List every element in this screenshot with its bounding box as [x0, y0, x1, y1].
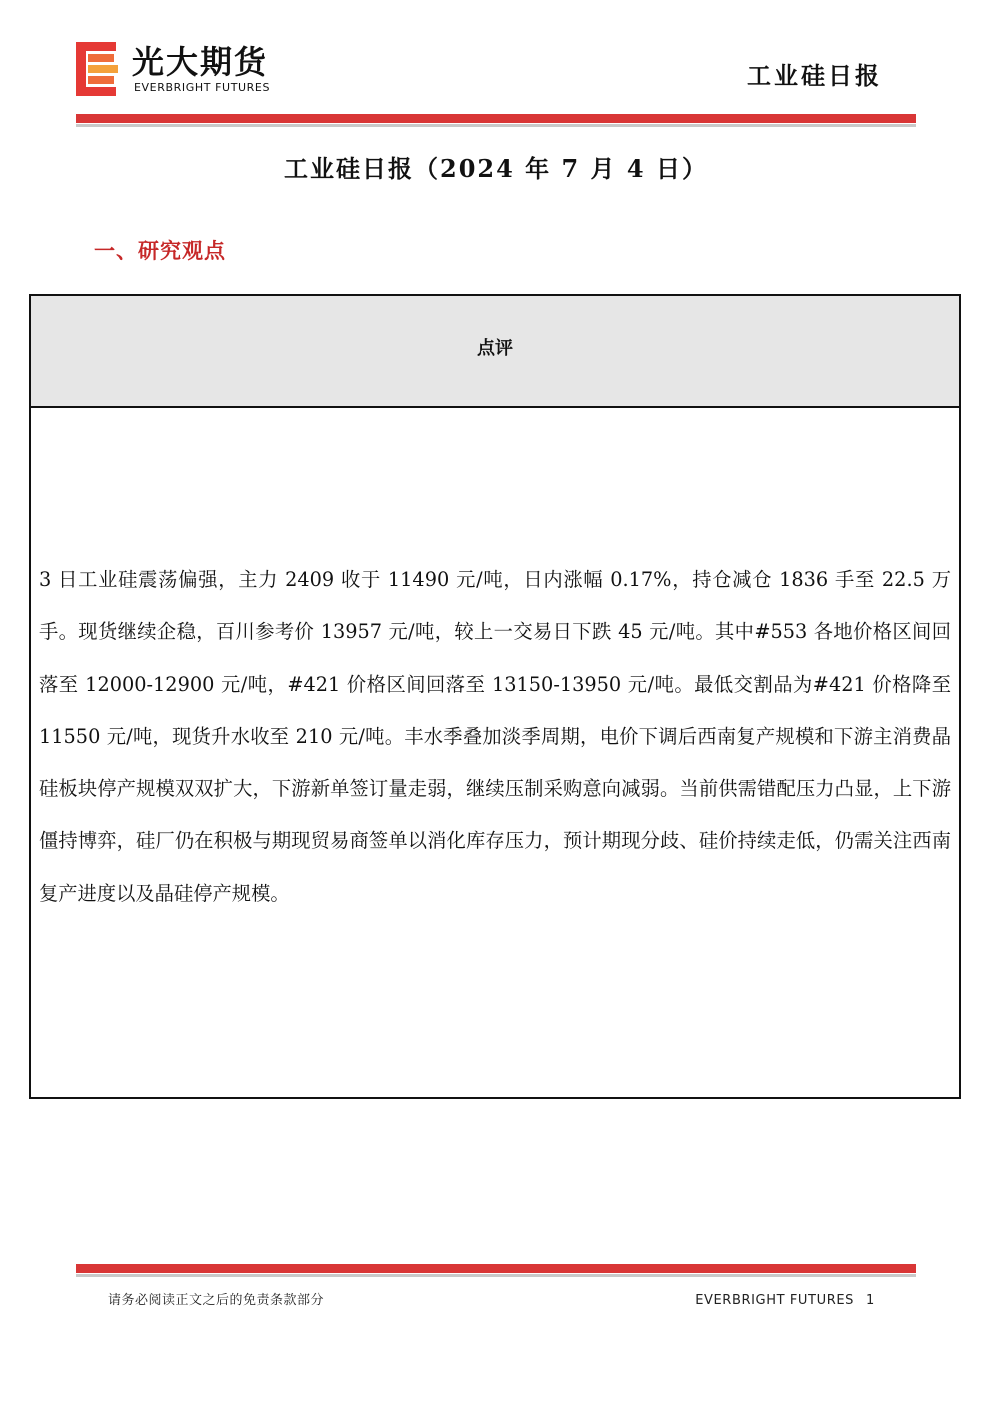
comment-table	[29, 294, 961, 1099]
table-body-text: 3 日工业硅震荡偏强，主力 2409 收于 11490 元/吨，日内涨幅 0.17%，持仓减仓 1836 手至 22.5 万手。现货继续企稳，百川参考价 13957 元/吨，较上一交易日下跌 45 元/吨。其中#553 各地价格区间回落至 12000-12900 元/吨，#421 价格区间回落至 13150-13950 元/吨。最低交割品为#421 价格降至 11550 元/吨，现货升水收至 210 元/吨。丰水季叠加淡季周期，电价下调后西南复产规模和下游主消费晶硅板块停产规模双双扩大，下游新单签订量走弱，继续压制采购意向减弱。当前供需错配压力凸显，上下游僵持博弈，硅厂仍在积极与期现贸易商签单以消化库存压力，预计期现分歧、硅价持续走低，仍需关注西南复产进度以及晶硅停产规模。	[39, 568, 951, 905]
page-number: 1	[866, 1293, 875, 1308]
logo-english-name: EVERBRIGHT FUTURES	[134, 81, 271, 94]
footer-divider-gray	[76, 1274, 916, 1277]
everbright-logo-icon	[76, 42, 118, 96]
header-divider-red	[76, 114, 916, 123]
footer-brand: EVERBRIGHT FUTURES	[695, 1293, 854, 1308]
header-divider-gray	[76, 124, 916, 127]
report-type-label: 工业硅日报	[747, 61, 882, 90]
company-logo	[76, 42, 296, 98]
logo-chinese-name: 光大期货	[132, 43, 269, 81]
table-header-label: 点评	[477, 338, 513, 359]
table-header-row	[31, 296, 959, 408]
document-title: 工业硅日报（2024 年 7 月 4 日）	[284, 154, 708, 183]
section-heading: 一、研究观点	[94, 238, 226, 263]
disclaimer-note: 请务必阅读正文之后的免责条款部分	[108, 1293, 325, 1308]
footer-divider-red	[76, 1264, 916, 1273]
